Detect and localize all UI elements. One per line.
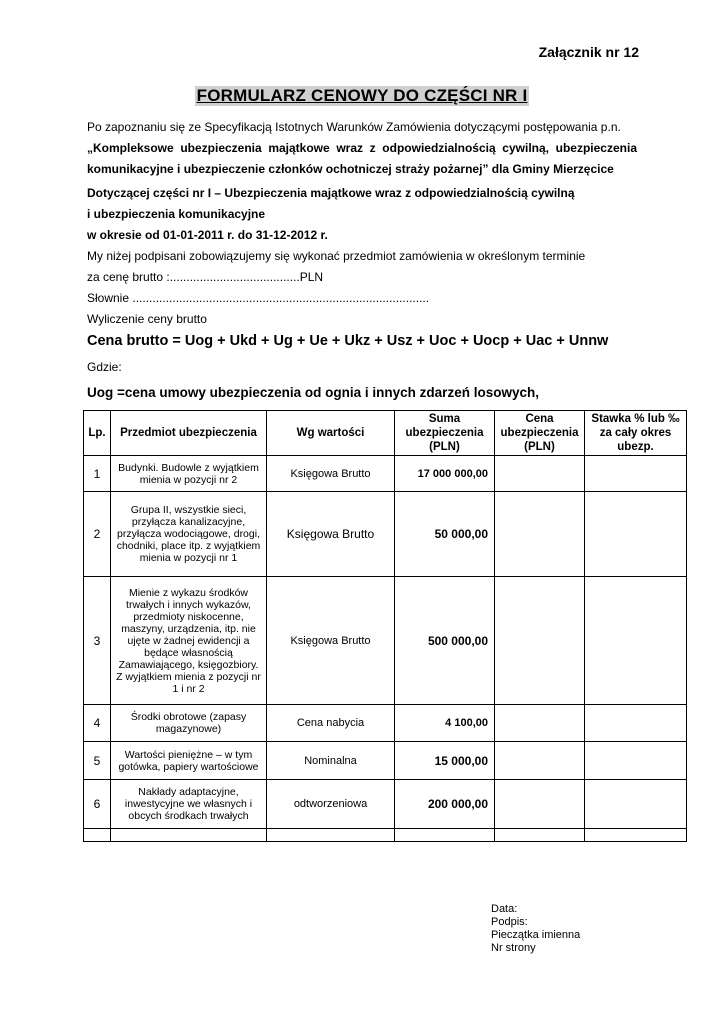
header-subject: Przedmiot ubezpieczenia: [111, 411, 267, 456]
section-paragraph: [87, 183, 647, 330]
row-rate-cell[interactable]: [585, 705, 687, 742]
row-rate-cell[interactable]: [585, 780, 687, 829]
intro-line-3: [87, 159, 637, 180]
where-label: Gdzie:: [87, 360, 122, 374]
row-rate-cell[interactable]: [585, 456, 687, 492]
row-price-cell[interactable]: [495, 577, 585, 705]
table-row: [84, 577, 687, 705]
row-subject: Środki obrotowe (zapasy magazynowe): [111, 705, 267, 742]
row-price-cell[interactable]: [495, 780, 585, 829]
row-price-cell[interactable]: [495, 742, 585, 780]
row-sum-insured: 17 000 000,00: [395, 456, 495, 492]
title-container: [0, 86, 724, 106]
row-valuation: Nominalna: [267, 742, 395, 780]
row-sum-insured: 500 000,00: [395, 577, 495, 705]
row-valuation: odtworzeniowa: [267, 780, 395, 829]
signature-label: Podpis:: [491, 916, 528, 928]
section-line-1: Dotyczącej części nr I – Ubezpieczenia majątkowe wraz z odpowiedzialnością cywilną: [87, 186, 575, 200]
row-sum-insured: 4 100,00: [395, 705, 495, 742]
form-title: FORMULARZ CENOWY DO CZĘŚCI NR I: [196, 86, 528, 105]
empty-cell[interactable]: [585, 829, 687, 842]
row-valuation: Księgowa Brutto: [267, 492, 395, 577]
price-in-words-field[interactable]: Słownie .........................................................................................: [87, 291, 430, 305]
row-lp: 2: [84, 492, 111, 577]
row-lp: 5: [84, 742, 111, 780]
section-line-3: w okresie od 01-01-2011 r. do 31-12-2012 r.: [87, 228, 328, 242]
intro-line-2: „Kompleksowe ubezpieczenia majątkowe wraz z odpowiedzialnością cywilną, ubezpieczenia: [87, 141, 637, 155]
row-subject: Grupa II, wszystkie sieci, przyłącza kanalizacyjne, przyłącza wodociągowe, drogi, chodniki, place itp. z wyjątkiem mienia w pozycji nr 1: [111, 492, 267, 577]
row-subject: Mienie z wykazu środków trwałych i innych wykazów, przedmioty niskocenne, maszyny, urządzenia, itp. nie ujęte w żadnej ewidencji a będące własnością Zamawiającego, księgozbiory. Z wyjątkiem mienia z pozycji nr 1 i nr 2: [111, 577, 267, 705]
header-price: Cena ubezpieczenia (PLN): [495, 411, 585, 456]
intro-paragraph: [87, 117, 637, 180]
row-lp: 1: [84, 456, 111, 492]
name-stamp-label: Pieczątka imienna: [491, 929, 581, 941]
table-row: [84, 705, 687, 742]
empty-cell: [84, 829, 111, 842]
row-price-cell[interactable]: [495, 705, 585, 742]
attachment-number: Załącznik nr 12: [538, 44, 639, 60]
table-row: [84, 456, 687, 492]
intro-line-3-rest: dla Gminy Mierzęcice: [488, 162, 614, 176]
date-label: Data:: [491, 903, 518, 915]
empty-cell: [267, 829, 395, 842]
row-lp: 3: [84, 577, 111, 705]
header-rate: Stawka % lub ‰ za cały okres ubezp.: [585, 411, 687, 456]
intro-line-3-bold: komunikacyjne i ubezpieczenie członków ochotniczej straży pożarnej”: [87, 162, 489, 176]
row-sum-insured: 15 000,00: [395, 742, 495, 780]
price-table: [83, 410, 687, 842]
row-valuation: Cena nabycia: [267, 705, 395, 742]
uog-definition: Uog =cena umowy ubezpieczenia od ognia i innych zdarzeń losowych,: [87, 385, 539, 400]
table-row: [84, 742, 687, 780]
table-row: [84, 780, 687, 829]
section-line-7: Wyliczenie ceny brutto: [87, 312, 207, 326]
page-number-label: Nr strony: [491, 942, 536, 954]
row-valuation: Księgowa Brutto: [267, 456, 395, 492]
row-subject: Budynki. Budowle z wyjątkiem mienia w pozycji nr 2: [111, 456, 267, 492]
gross-price-field[interactable]: za cenę brutto :.......................................PLN: [87, 270, 324, 284]
row-price-cell[interactable]: [495, 492, 585, 577]
header-valuation: Wg wartości: [267, 411, 395, 456]
intro-line-1: Po zapoznaniu się ze Specyfikacją Istotnych Warunków Zamówienia dotyczącymi postępowania p.n.: [87, 120, 621, 134]
row-sum-insured: 50 000,00: [395, 492, 495, 577]
section-line-4: My niżej podpisani zobowiązujemy się wykonać przedmiot zamówienia w określonym terminie: [87, 249, 586, 263]
row-lp: 4: [84, 705, 111, 742]
row-rate-cell[interactable]: [585, 577, 687, 705]
row-subject: Nakłady adaptacyjne, inwestycyjne we własnych i obcych środkach trwałych: [111, 780, 267, 829]
row-valuation: Księgowa Brutto: [267, 577, 395, 705]
row-lp: 6: [84, 780, 111, 829]
price-formula: Cena brutto = Uog + Ukd + Ug + Ue + Ukz + Usz + Uoc + Uocp + Uac + Unnw: [87, 333, 609, 349]
header-lp: Lp.: [84, 411, 111, 456]
row-sum-insured: 200 000,00: [395, 780, 495, 829]
row-subject: Wartości pieniężne – w tym gotówka, papiery wartościowe: [111, 742, 267, 780]
empty-cell: [111, 829, 267, 842]
table-header-row: [84, 411, 687, 456]
row-rate-cell[interactable]: [585, 492, 687, 577]
header-sum-insured: Suma ubezpieczenia (PLN): [395, 411, 495, 456]
empty-cell: [395, 829, 495, 842]
section-line-2: i ubezpieczenia komunikacyjne: [87, 207, 266, 221]
signature-block: [491, 903, 580, 955]
row-rate-cell[interactable]: [585, 742, 687, 780]
table-row-empty: [84, 829, 687, 842]
empty-cell[interactable]: [495, 829, 585, 842]
row-price-cell[interactable]: [495, 456, 585, 492]
table-row: [84, 492, 687, 577]
